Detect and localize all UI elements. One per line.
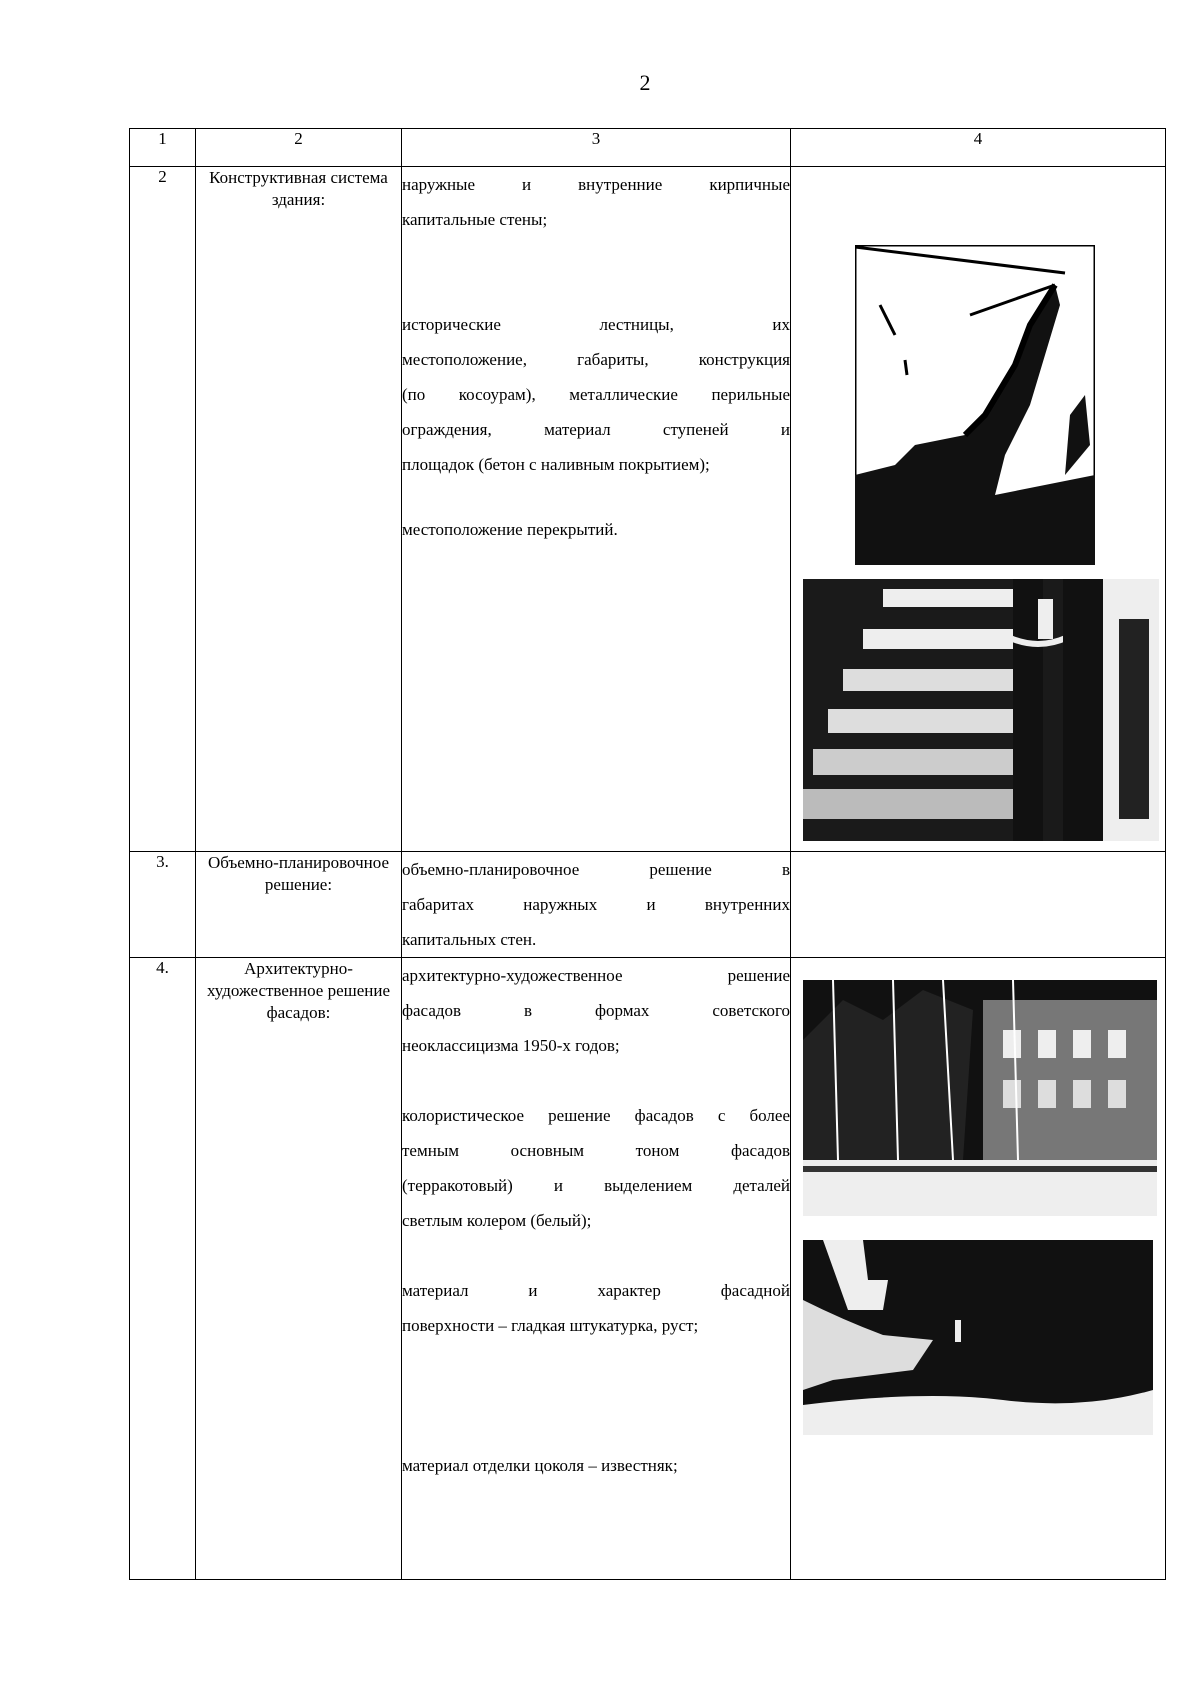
row-description: [402, 167, 791, 852]
row-number: 3.: [130, 852, 196, 958]
desc-line: ограждения, материал ступеней и: [402, 420, 790, 439]
desc-line: материал отделки цоколя – известняк;: [402, 1456, 678, 1475]
desc-line: капитальных стен.: [402, 930, 537, 949]
desc-line: габаритах наружных и внутренних: [402, 895, 790, 914]
desc-line: объемно-планировочное решение в: [402, 860, 790, 879]
header-col-4: 4: [791, 129, 1166, 167]
desc-line: (по косоурам), металлические перильные: [402, 385, 790, 404]
desc-line: площадок (бетон с наливным покрытием);: [402, 455, 710, 474]
row-description: [402, 852, 791, 958]
row-item-name: Конструктивная система здания:: [196, 167, 402, 852]
row-photos: [791, 167, 1166, 852]
header-col-1: 1: [130, 129, 196, 167]
desc-line: капитальные стены;: [402, 210, 548, 229]
row-item-name: Архитектурно-художественное решение фасадов:: [196, 958, 402, 1580]
desc-line: фасадов в формах советского: [402, 1001, 790, 1020]
row-number: 4.: [130, 958, 196, 1580]
staircase-photo-bottom: [803, 579, 1159, 841]
row-number: 2: [130, 167, 196, 852]
row-item-name: Объемно-планировочное решение:: [196, 852, 402, 958]
table-header-row: [130, 129, 1166, 167]
header-col-2: 2: [196, 129, 402, 167]
desc-line: архитектурно-художественное решение: [402, 966, 790, 985]
staircase-photo-top: [855, 245, 1095, 565]
row-description: [402, 958, 791, 1580]
facade-photo-street: [803, 980, 1157, 1216]
desc-line: неоклассицизма 1950-х годов;: [402, 1036, 620, 1055]
desc-line: колористическое решение фасадов с более: [402, 1106, 790, 1125]
facade-photo-plinth: [803, 1240, 1153, 1435]
desc-line: темным основным тоном фасадов: [402, 1141, 790, 1160]
desc-line: местоположение перекрытий.: [402, 520, 618, 539]
desc-line: материал и характер фасадной: [402, 1281, 790, 1300]
table-row: [130, 167, 1166, 852]
row-photos: [791, 958, 1166, 1580]
table-row: [130, 958, 1166, 1580]
desc-line: местоположение, габариты, конструкция: [402, 350, 790, 369]
table-row: [130, 852, 1166, 958]
desc-line: светлым колером (белый);: [402, 1211, 592, 1230]
desc-line: исторические лестницы, их: [402, 315, 790, 334]
header-col-3: 3: [402, 129, 791, 167]
page-number: 2: [639, 70, 651, 95]
row-photos-empty: [791, 852, 1166, 958]
desc-line: поверхности – гладкая штукатурка, руст;: [402, 1316, 699, 1335]
desc-line: наружные и внутренние кирпичные: [402, 175, 790, 194]
protected-items-table: [129, 128, 1166, 1580]
desc-line: (терракотовый) и выделением деталей: [402, 1176, 790, 1195]
